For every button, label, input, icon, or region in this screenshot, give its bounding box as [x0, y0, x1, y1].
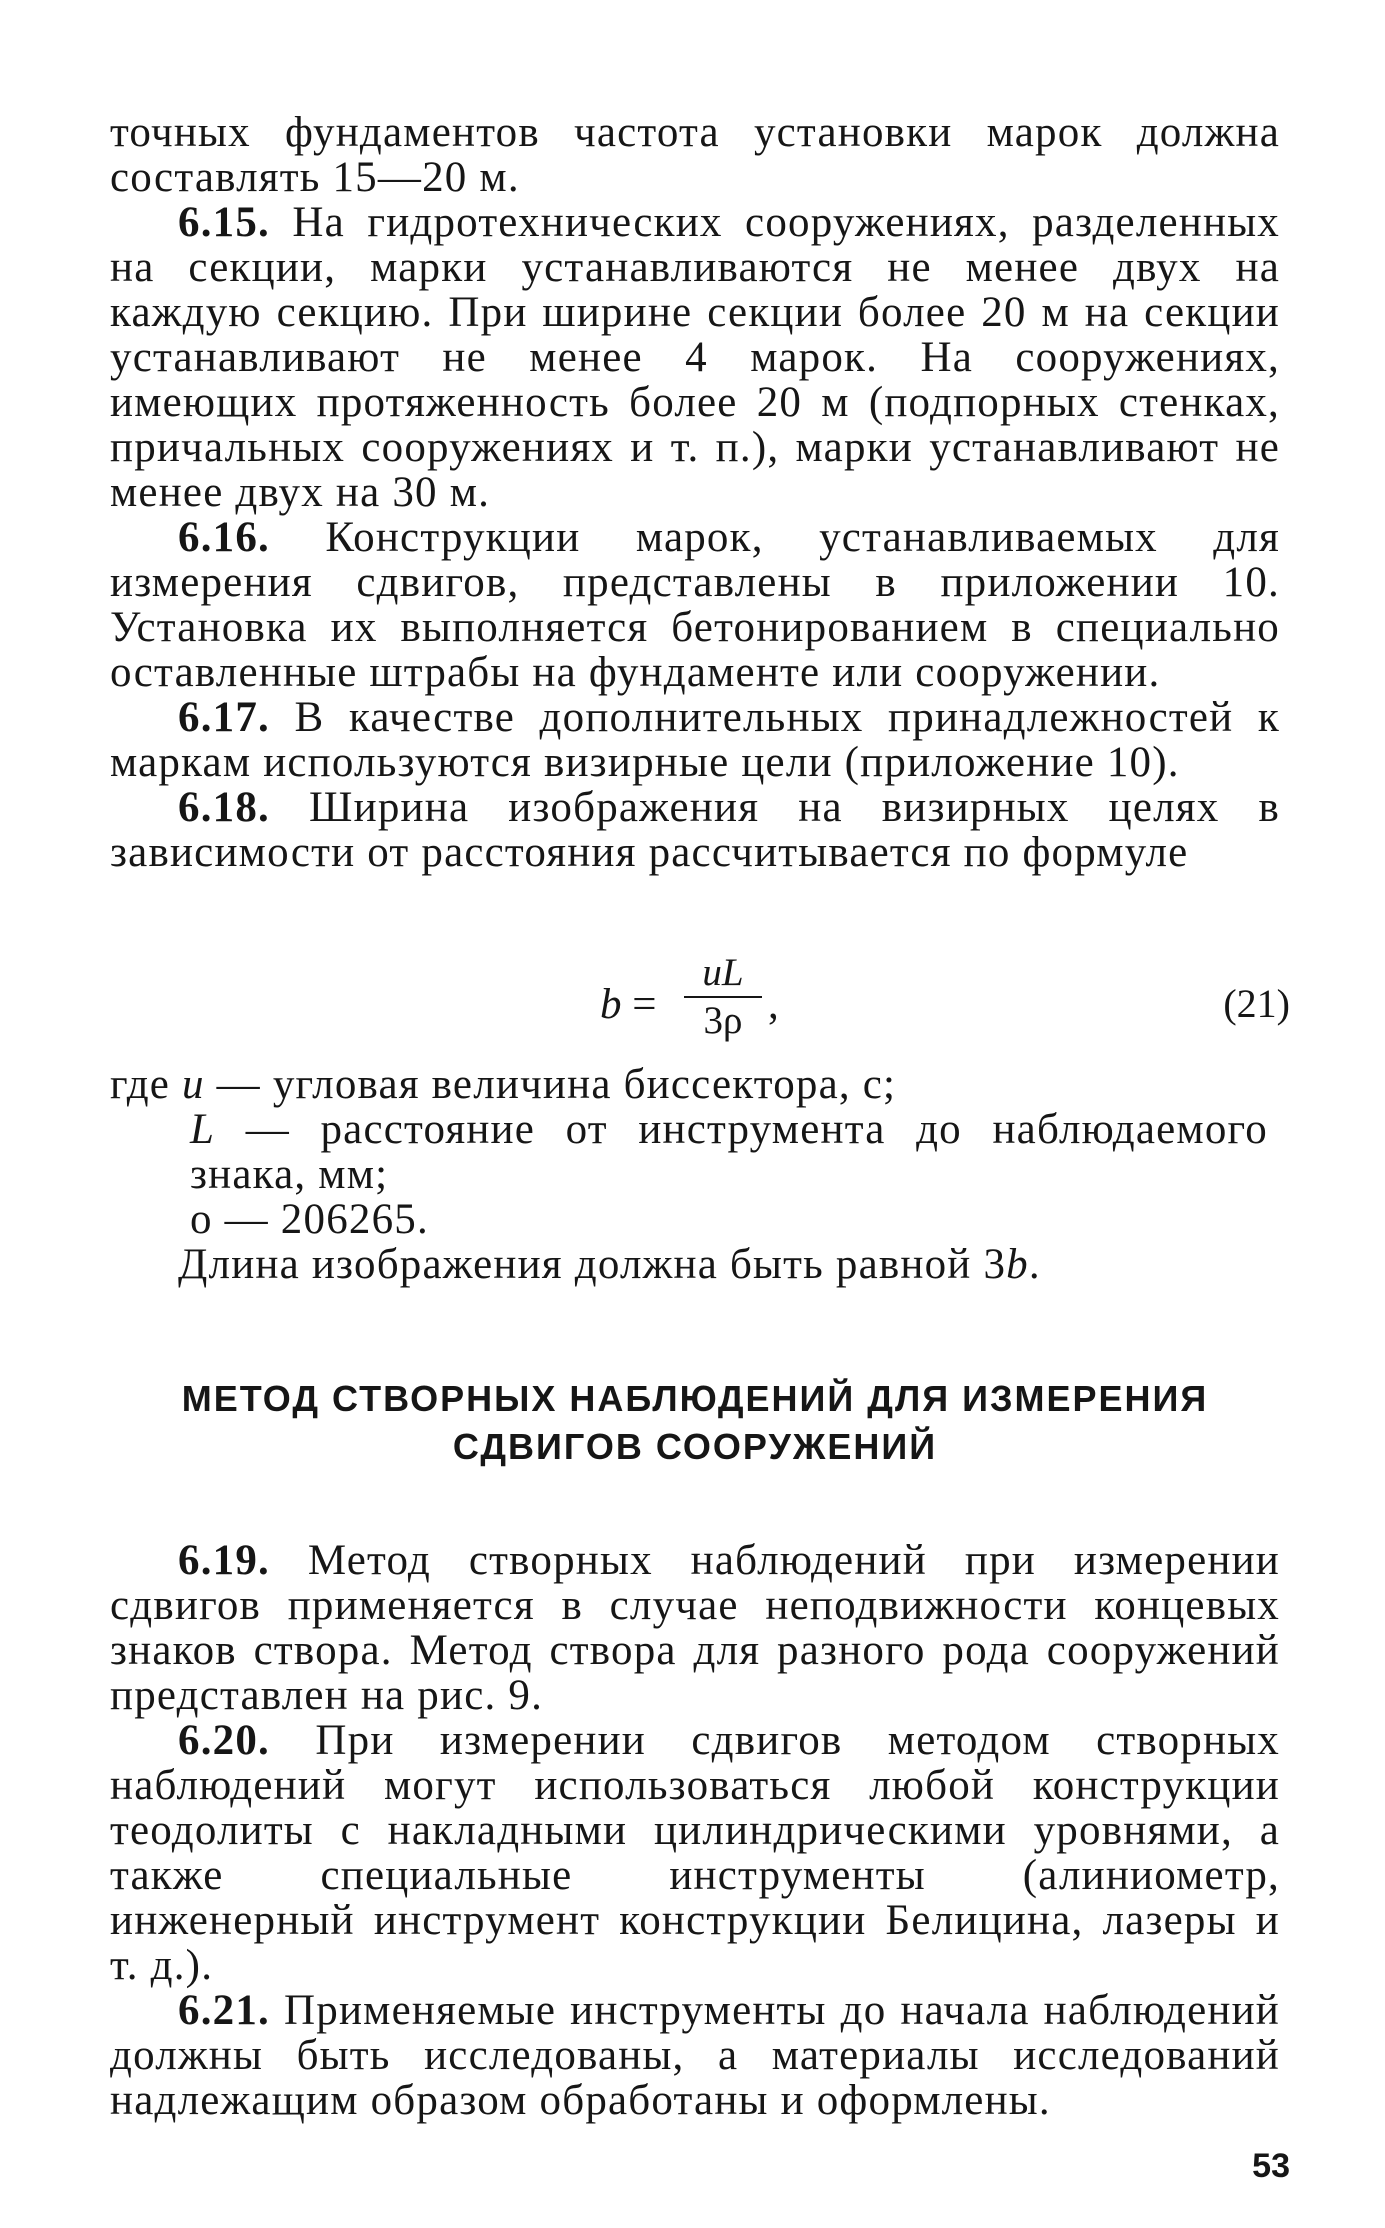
- definition-rho: ο — 206265.: [190, 1196, 429, 1243]
- paragraph-6-20: [110, 1718, 1280, 1988]
- clause-number: 6.21.: [178, 1987, 270, 2034]
- clause-number: 6.19.: [178, 1537, 270, 1584]
- paragraph-text: Применяемые инструменты до начала наблюдений должны быть исследованы, а материалы исследований надлежащим образом обработаны и оформлены.: [110, 1987, 1280, 2124]
- clause-number: 6.15.: [178, 199, 270, 246]
- formula-comma: ,: [768, 981, 779, 1028]
- formula-fraction: [682, 950, 764, 1044]
- paragraph-6-18: [110, 785, 1280, 875]
- formula-definitions: [110, 1062, 1280, 1287]
- clause-number: 6.18.: [178, 784, 270, 831]
- formula-lhs: b =: [600, 981, 657, 1028]
- formula-numerator: uL: [702, 951, 744, 994]
- top-text-block: [110, 110, 1280, 875]
- paragraph-text: В качестве дополнительных принадлежностей к маркам используются визирные цели (приложение 10).: [110, 694, 1280, 786]
- paragraph-6-15: [110, 200, 1280, 515]
- equation-number: (21): [1223, 981, 1290, 1026]
- section-heading: МЕТОД СТВОРНЫХ НАБЛЮДЕНИЙ ДЛЯ ИЗМЕРЕНИЯ СДВИГОВ СООРУЖЕНИЙ: [181, 1378, 1209, 1467]
- paragraph-6-19: [110, 1538, 1280, 1718]
- symbol-L: L: [190, 1106, 216, 1153]
- clause-number: 6.17.: [178, 694, 270, 741]
- paragraph-6-17: [110, 695, 1280, 785]
- clause-number: 6.16.: [178, 514, 270, 561]
- page-number: 53: [1252, 2147, 1290, 2185]
- paragraph-text: Конструкции марок, устанавливаемых для измерения сдвигов, представлены в приложении 10. Установка их выполняется бетонированием в специально оставленные штрабы на фундаменте или сооружении.: [110, 514, 1280, 696]
- clause-number: 6.20.: [178, 1717, 270, 1764]
- bottom-text-block: [110, 1538, 1280, 2123]
- paragraph-6-21: [110, 1988, 1280, 2123]
- paragraph-continuation: точных фундаментов частота установки марок должна составлять 15—20 м.: [110, 109, 1280, 201]
- formula-21: [600, 950, 1300, 1050]
- image-length-sentence: Длина изображения должна быть равной 3b.: [178, 1241, 1041, 1288]
- paragraph-text: Ширина изображения на визирных целях в зависимости от расстояния рассчитывается по формуле: [110, 784, 1280, 876]
- symbol-u: u: [182, 1061, 205, 1108]
- formula-denominator: 3ρ: [703, 999, 743, 1042]
- paragraph-text: Метод створных наблюдений при измерении сдвигов применяется в случае неподвижности концевых знаков створа. Метод створа для разного рода сооружений представлен на рис. 9.: [110, 1537, 1280, 1719]
- symbol-rho: ο: [190, 1196, 213, 1243]
- paragraph-6-16: [110, 515, 1280, 695]
- paragraph-text: На гидротехнических сооружениях, разделенных на секции, марки устанавливаются не менее двух на каждую секцию. При ширине секции более 20 м на секции устанавливают не менее 4 марок. На сооружениях, имеющих протяженность более 20 м (подпорных стенках, причальных сооружениях и т. п.), марки устанавливают не менее двух на 30 м.: [110, 199, 1280, 516]
- definition-u: где u — угловая величина биссектора, с;: [110, 1061, 897, 1108]
- paragraph-text: При измерении сдвигов методом створных наблюдений могут использоваться любой конструкции теодолиты с накладными цилиндрическими уровнями, а также специальные инструменты (алиниометр, инженерный инструмент конструкции Белицина, лазеры и т. д.).: [110, 1717, 1280, 1989]
- definition-L: L — расстояние от инструмента до наблюдаемого знака, мм;: [190, 1106, 1268, 1198]
